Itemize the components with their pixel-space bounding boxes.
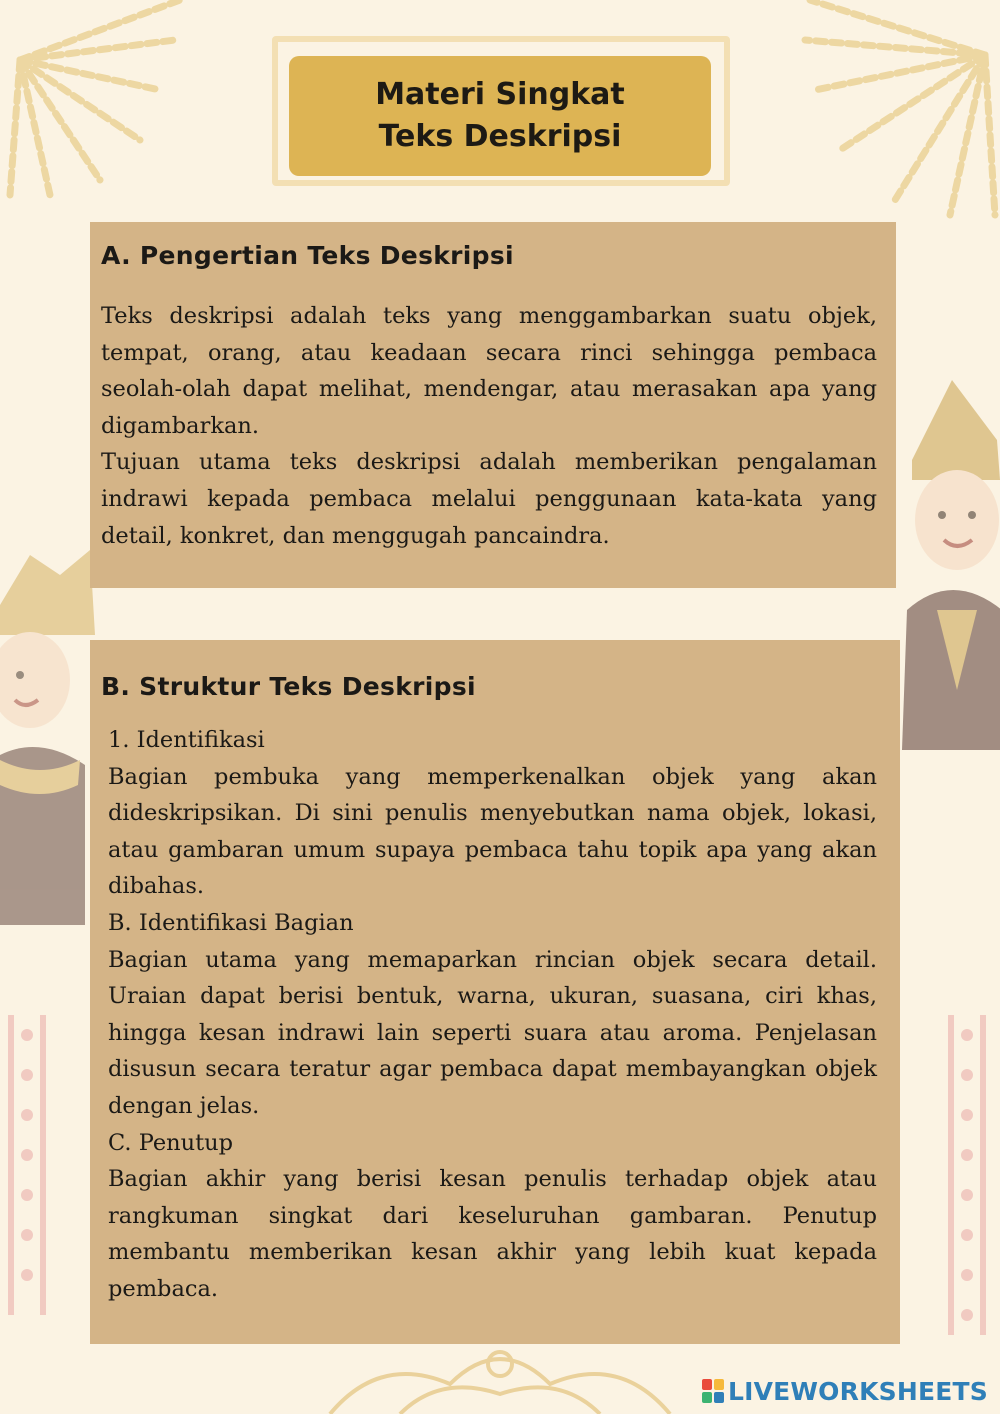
structure-item-1-label: 1. Identifikasi [108, 727, 265, 753]
structure-item-2-label: B. Identifikasi Bagian [108, 909, 354, 936]
traditional-figure-right [892, 370, 1000, 750]
section-b-heading: B. Struktur Teks Deskripsi [101, 672, 476, 701]
sunburst-decoration-left [0, 0, 190, 200]
liveworksheets-logo-icon [702, 1379, 724, 1403]
section-a-body [101, 298, 877, 554]
title-line-1: Materi Singkat [375, 77, 625, 112]
structure-item-2-text: Bagian utama yang memaparkan rincian objek secara detail. Uraian dapat berisi bentuk, warna, ukuran, suasana, ciri khas, hingga kesan indrawi lain seperti suara atau aroma. Penjelasan disusun secara teratur agar pembaca dapat membayangkan objek dengan jelas. [108, 946, 877, 1119]
traditional-figure-left [0, 545, 95, 925]
batik-pattern-left [0, 1015, 60, 1315]
section-b-body [108, 722, 877, 1308]
liveworksheets-logo[interactable] [702, 1376, 988, 1406]
section-a-paragraph-2: Tujuan utama teks deskripsi adalah memberikan pengalaman indrawi kepada pembaca melalui penggunaan kata-kata yang detail, konkret, dan menggugah pancaindra. [101, 449, 877, 549]
section-a-paragraph-1: Teks deskripsi adalah teks yang menggambarkan suatu objek, tempat, orang, atau keadaan secara rinci sehingga pembaca seolah-olah dapat melihat, mendengar, atau merasakan apa yang digambarkan. [101, 303, 877, 439]
liveworksheets-logo-text: LIVEWORKSHEETS [727, 1376, 988, 1406]
batik-pattern-right [940, 1015, 1000, 1335]
section-a-heading: A. Pengertian Teks Deskripsi [101, 241, 514, 270]
sunburst-decoration-right [800, 0, 1000, 220]
structure-item-3-text: Bagian akhir yang berisi kesan penulis terhadap objek atau rangkuman singkat dari keseluruhan gambaran. Penutup membantu memberikan kesan akhir yang lebih kuat kepada pembaca. [108, 1166, 877, 1302]
structure-item-3-label: C. Penutup [108, 1129, 234, 1156]
structure-item-1-text: Bagian pembuka yang memperkenalkan objek yang akan dideskripsikan. Di sini penulis menyebutkan nama objek, lokasi, atau gambaran umum supaya pembaca tahu topik apa yang akan dibahas. [108, 763, 877, 900]
title-line-2: Teks Deskripsi [378, 119, 622, 154]
title-box [289, 56, 711, 176]
